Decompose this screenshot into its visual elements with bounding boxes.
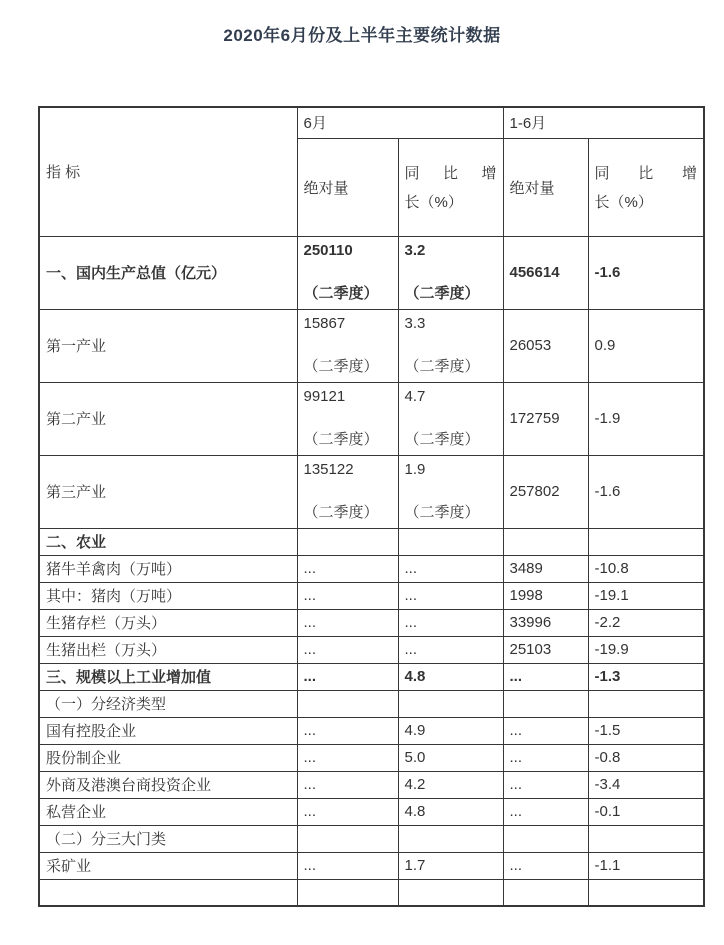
indicator-cell: 一、国内生产总值（亿元） (39, 236, 297, 309)
table-row (39, 663, 704, 690)
june-absolute-value: 250110 (303, 242, 353, 259)
table-row (39, 879, 704, 906)
june-absolute-value: 15867 (303, 315, 346, 332)
half-absolute-cell: 3489 (503, 555, 588, 582)
table-row (39, 825, 704, 852)
indicator-cell (39, 879, 297, 906)
june-yoy-value: 3.3 (404, 315, 426, 332)
june-yoy-cell: 1.7 (398, 852, 503, 879)
june-yoy-cell: ... (398, 609, 503, 636)
indicator-cell: 三、规模以上工业增加值 (39, 663, 297, 690)
table-row (39, 852, 704, 879)
june-yoy-cell: 4.8 (398, 798, 503, 825)
header-june-group: 6月 (297, 107, 503, 138)
june-yoy-cell: ... (398, 582, 503, 609)
half-absolute-cell (503, 528, 588, 555)
indicator-cell: 猪牛羊禽肉（万吨） (39, 555, 297, 582)
half-yoy-cell: -10.8 (588, 555, 704, 582)
indicator-cell: 二、农业 (39, 528, 297, 555)
june-absolute-cell: ... (297, 663, 398, 690)
header-june-yoy-line2: 长（%） (404, 194, 463, 211)
june-yoy-cell (398, 236, 503, 309)
indicator-cell: 外商及港澳台商投资企业 (39, 771, 297, 798)
half-yoy-cell: -0.8 (588, 744, 704, 771)
indicator-cell: 生猪存栏（万头） (39, 609, 297, 636)
half-yoy-cell (588, 690, 704, 717)
june-absolute-cell: ... (297, 744, 398, 771)
half-absolute-cell: 456614 (503, 236, 588, 309)
header-june-absolute: 绝对量 (297, 138, 398, 236)
half-yoy-cell: -1.9 (588, 382, 704, 455)
june-absolute-cell (297, 825, 398, 852)
table-row (39, 528, 704, 555)
june-yoy-cell (398, 690, 503, 717)
june-yoy-value: 1.9 (404, 461, 426, 478)
june-absolute-cell: ... (297, 852, 398, 879)
header-group-row (39, 107, 704, 138)
half-yoy-cell: -2.2 (588, 609, 704, 636)
quarter-note: （二季度） (303, 431, 379, 448)
table-row (39, 555, 704, 582)
june-absolute-cell (297, 236, 398, 309)
june-absolute-value: 99121 (303, 388, 346, 405)
half-yoy-cell (588, 528, 704, 555)
june-yoy-cell: 4.8 (398, 663, 503, 690)
header-june-yoy-line1: 同比增 (404, 165, 497, 182)
table-row (39, 582, 704, 609)
half-yoy-cell: 0.9 (588, 309, 704, 382)
june-absolute-cell (297, 455, 398, 528)
table-body (39, 236, 704, 906)
june-absolute-cell: ... (297, 636, 398, 663)
june-absolute-cell: ... (297, 582, 398, 609)
half-yoy-cell: -19.1 (588, 582, 704, 609)
table-row (39, 690, 704, 717)
page (0, 21, 724, 907)
header-june-yoy (398, 138, 503, 236)
half-yoy-cell: -1.3 (588, 663, 704, 690)
june-yoy-cell (398, 455, 503, 528)
indicator-cell: 生猪出栏（万头） (39, 636, 297, 663)
half-absolute-cell: 172759 (503, 382, 588, 455)
table-row (39, 636, 704, 663)
june-yoy-cell: 5.0 (398, 744, 503, 771)
half-yoy-cell (588, 825, 704, 852)
half-absolute-cell: ... (503, 663, 588, 690)
indicator-cell: （一）分经济类型 (39, 690, 297, 717)
june-yoy-cell (398, 309, 503, 382)
table-row (39, 798, 704, 825)
quarter-note: （二季度） (303, 358, 379, 375)
half-yoy-cell: -1.6 (588, 455, 704, 528)
june-absolute-cell: ... (297, 609, 398, 636)
table-row (39, 717, 704, 744)
half-yoy-cell: -3.4 (588, 771, 704, 798)
june-yoy-cell (398, 825, 503, 852)
june-absolute-cell (297, 309, 398, 382)
table-header (39, 107, 704, 236)
half-absolute-cell: ... (503, 771, 588, 798)
june-absolute-cell (297, 690, 398, 717)
quarter-note: （二季度） (404, 504, 480, 521)
header-half-yoy (588, 138, 704, 236)
half-absolute-cell: ... (503, 798, 588, 825)
table-row (39, 609, 704, 636)
table-row (39, 309, 704, 382)
indicator-cell: 第二产业 (39, 382, 297, 455)
june-yoy-cell: 4.2 (398, 771, 503, 798)
half-absolute-cell (503, 690, 588, 717)
june-yoy-cell: ... (398, 555, 503, 582)
june-absolute-cell: ... (297, 798, 398, 825)
half-absolute-cell (503, 825, 588, 852)
june-absolute-value: 135122 (303, 461, 354, 478)
half-yoy-cell: -0.1 (588, 798, 704, 825)
june-yoy-cell: 4.9 (398, 717, 503, 744)
june-yoy-cell (398, 528, 503, 555)
quarter-note: （二季度） (404, 358, 480, 375)
june-absolute-cell (297, 879, 398, 906)
june-absolute-cell (297, 528, 398, 555)
table-row (39, 236, 704, 309)
half-absolute-cell (503, 879, 588, 906)
half-absolute-cell: ... (503, 717, 588, 744)
half-yoy-cell: -1.6 (588, 236, 704, 309)
half-yoy-cell: -1.1 (588, 852, 704, 879)
june-yoy-cell (398, 879, 503, 906)
table-row (39, 744, 704, 771)
half-yoy-cell (588, 879, 704, 906)
half-absolute-cell: ... (503, 852, 588, 879)
indicator-cell: （二）分三大门类 (39, 825, 297, 852)
indicator-cell: 第三产业 (39, 455, 297, 528)
indicator-cell: 其中：猪肉（万吨） (39, 582, 297, 609)
table-row (39, 455, 704, 528)
june-yoy-value: 4.7 (404, 388, 426, 405)
june-absolute-cell: ... (297, 717, 398, 744)
quarter-note: （二季度） (404, 285, 480, 302)
indicator-cell: 国有控股企业 (39, 717, 297, 744)
header-indicator: 指 标 (39, 107, 297, 236)
header-half-yoy-line2: 长（%） (594, 194, 653, 211)
quarter-note: （二季度） (303, 285, 379, 302)
header-half-absolute: 绝对量 (503, 138, 588, 236)
indicator-cell: 股份制企业 (39, 744, 297, 771)
header-half-year-group: 1-6月 (503, 107, 704, 138)
june-absolute-cell: ... (297, 771, 398, 798)
half-absolute-cell: 257802 (503, 455, 588, 528)
indicator-cell: 采矿业 (39, 852, 297, 879)
table-row (39, 771, 704, 798)
half-yoy-cell: -19.9 (588, 636, 704, 663)
june-yoy-cell: ... (398, 636, 503, 663)
statistics-table (38, 106, 705, 907)
indicator-cell: 私营企业 (39, 798, 297, 825)
half-absolute-cell: 25103 (503, 636, 588, 663)
indicator-cell: 第一产业 (39, 309, 297, 382)
header-half-yoy-line1: 同比增 (594, 165, 697, 182)
half-absolute-cell: 33996 (503, 609, 588, 636)
quarter-note: （二季度） (404, 431, 480, 448)
june-yoy-value: 3.2 (404, 242, 426, 259)
half-absolute-cell: 1998 (503, 582, 588, 609)
june-absolute-cell: ... (297, 555, 398, 582)
half-yoy-cell: -1.5 (588, 717, 704, 744)
quarter-note: （二季度） (303, 504, 379, 521)
table-row (39, 382, 704, 455)
half-absolute-cell: 26053 (503, 309, 588, 382)
page-title: 2020年6月份及上半年主要统计数据 (223, 26, 501, 45)
june-yoy-cell (398, 382, 503, 455)
june-absolute-cell (297, 382, 398, 455)
half-absolute-cell: ... (503, 744, 588, 771)
